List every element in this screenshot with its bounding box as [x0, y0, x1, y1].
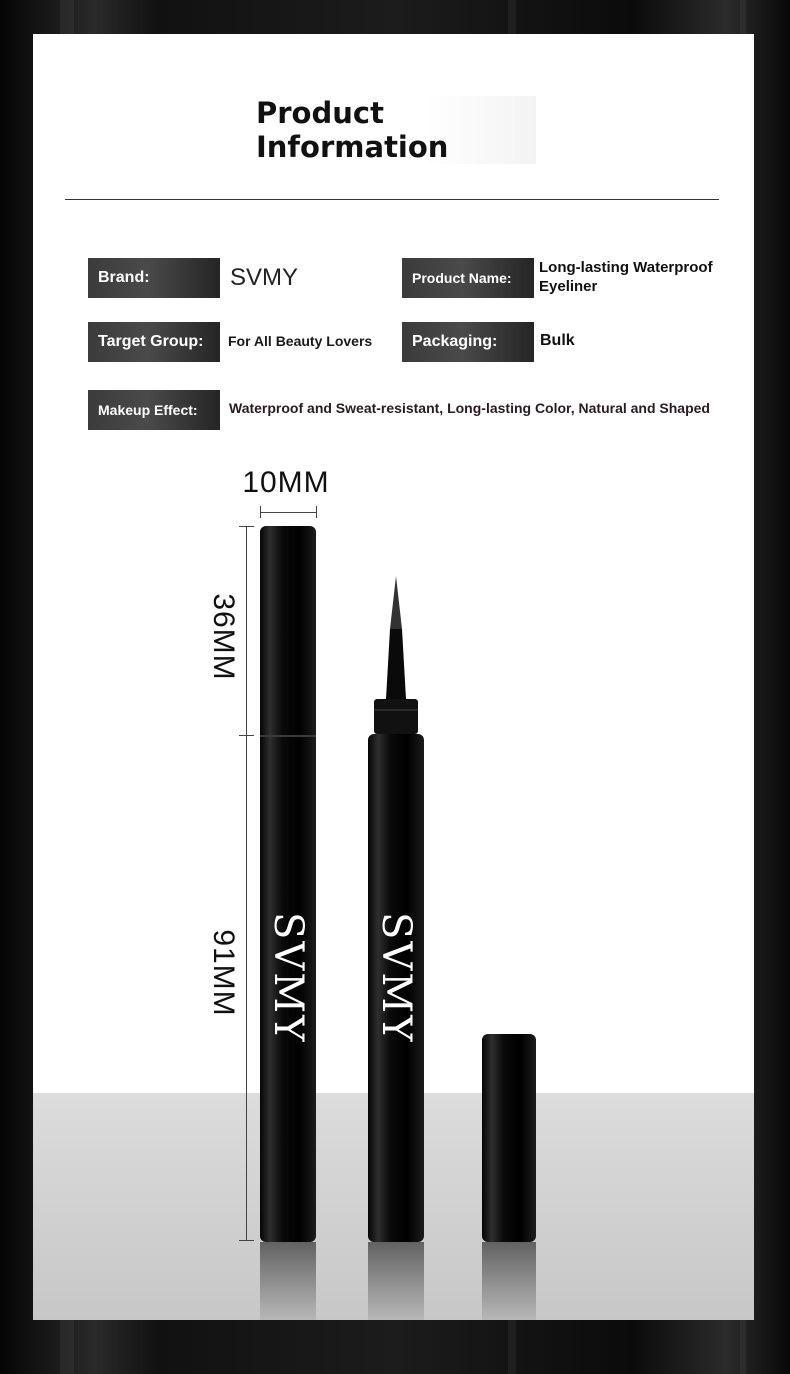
makeup-effect-value: Waterproof and Sweat-resistant, Long-lasting Color, Natural and Shaped — [229, 400, 710, 416]
length-dimension-tick — [239, 735, 254, 736]
pen-logo-closed: SVMY — [265, 912, 311, 1044]
page-title: Product Information — [256, 96, 536, 164]
product-info-card — [33, 34, 754, 1320]
width-dimension-label: 10MM — [242, 466, 330, 499]
width-dimension-tick — [260, 506, 261, 518]
brand-value: SVMY — [230, 264, 299, 291]
eyeliner-tip-icon — [366, 574, 426, 734]
target-group-label: Target Group: — [88, 322, 220, 362]
open-pen-reflection — [368, 1242, 424, 1320]
makeup-effect-label: Makeup Effect: — [88, 390, 220, 430]
packaging-value: Bulk — [540, 332, 575, 349]
brand-label: Brand: — [88, 258, 220, 298]
product-name-value: Long-lasting Waterproof Eyeliner — [539, 259, 713, 295]
packaging-label: Packaging: — [402, 322, 534, 362]
width-dimension-line — [260, 512, 316, 513]
width-dimension-tick — [316, 506, 317, 518]
length-dimension-tick — [239, 1240, 254, 1241]
cap-reflection — [482, 1242, 536, 1320]
pen-logo-open: SVMY — [373, 912, 419, 1044]
title-divider — [65, 199, 719, 200]
target-group-value: For All Beauty Lovers — [228, 333, 373, 349]
pen-cap-seam — [260, 735, 316, 737]
length-dimension-line — [246, 526, 247, 1240]
body-length-label: 91MM — [207, 929, 240, 1017]
eyeliner-cap — [482, 1034, 536, 1242]
product-name-label: Product Name: — [402, 258, 534, 298]
cap-length-label: 36MM — [207, 593, 240, 681]
closed-eyeliner-pen — [260, 526, 316, 1242]
closed-pen-reflection — [260, 1242, 316, 1320]
length-dimension-tick — [239, 526, 254, 527]
